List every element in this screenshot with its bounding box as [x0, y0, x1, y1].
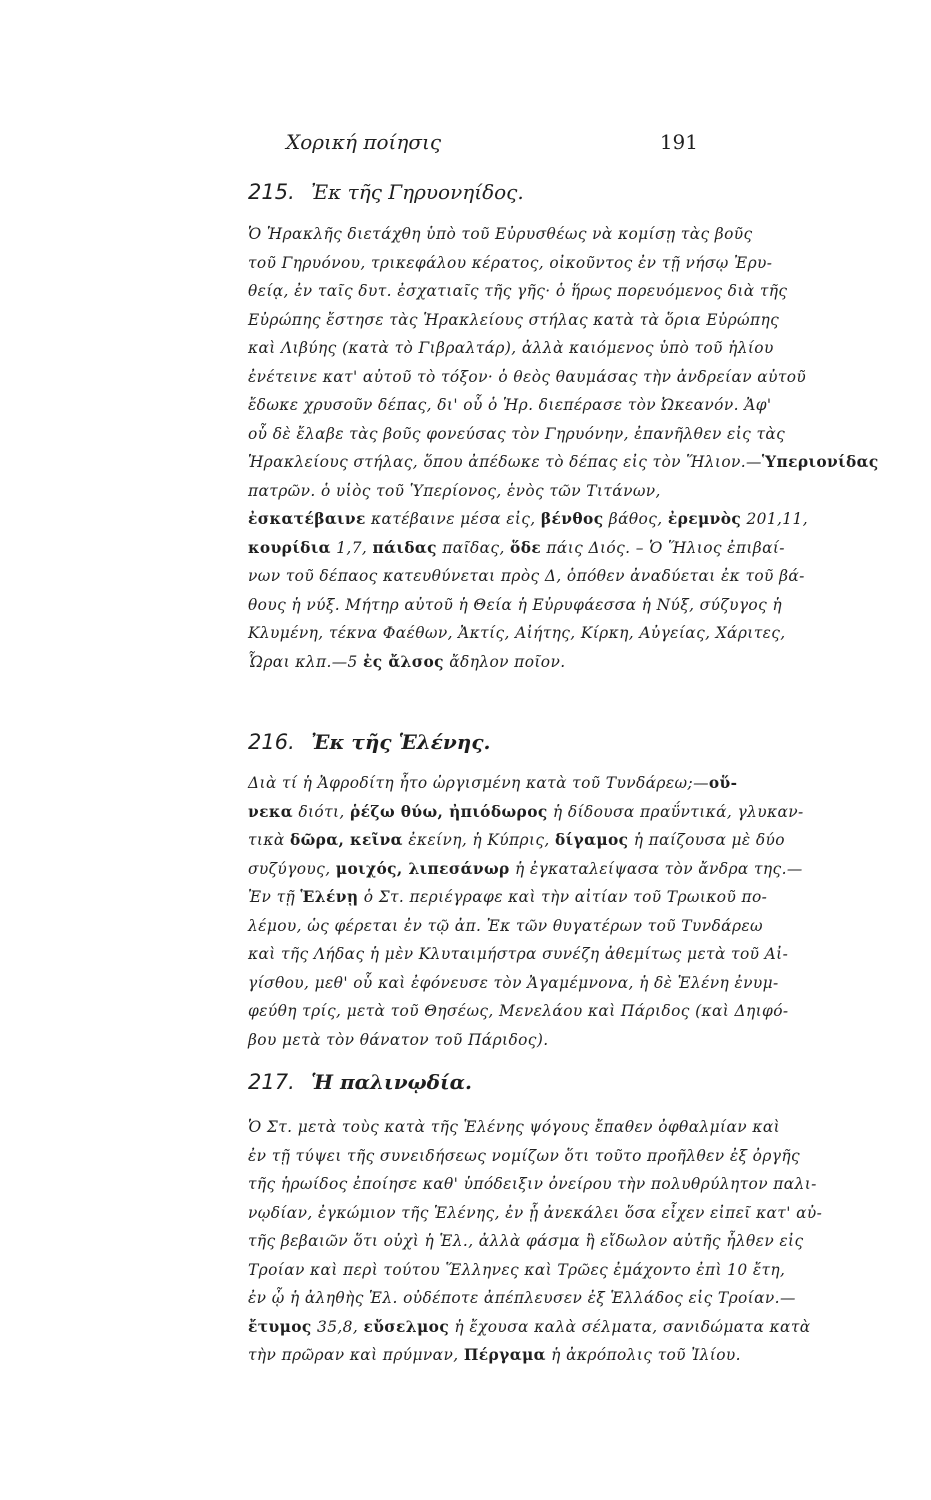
lemma: ἔτυμος [248, 1317, 312, 1336]
lemma: οὕ- [708, 774, 738, 792]
section-number: 217. [248, 1070, 295, 1094]
text-line: γίσθου, μεθ' οὗ καὶ ἐφόνευσε τὸν Ἀγαμέμνονα, ἡ δὲ Ἑλένη ἐνυμ- [248, 973, 779, 992]
lemma: ἐσκατέβαινε [248, 510, 366, 528]
text-line: θείᾳ, ἐν ταῖς δυτ. ἐσχατιαῖς τῆς γῆς· ὁ ἥρως πορευόμενος διὰ τῆς [248, 282, 788, 300]
text-line: τῆς ἡρωίδος ἐποίησε καθ' ὑπόδειξιν ὀνείρου τὴν πολυθρύλητον παλι- [248, 1175, 817, 1193]
text-line: θους ἡ νύξ. Μήτηρ αὐτοῦ ἡ Θεία ἡ Εὐρυφάεσσα ἡ Νύξ, σύζυγος ἡ [248, 595, 783, 614]
section-216-heading [248, 730, 728, 760]
text-line: ἐν τῇ τύψει τῆς συνειδήσεως νομίζων ὅτι τοῦτο προῆλθεν ἐξ ὀργῆς [248, 1146, 801, 1165]
section-title: Ἡ παλινῳδία. [311, 1070, 472, 1094]
text-line: ἐν ᾧ ἡ ἀληθὴς Ἑλ. οὐδέποτε ἀπέπλευσεν ἐξ Ἑλλάδος εἰς Τροίαν.— [248, 1289, 796, 1307]
lemma: βένθος [540, 510, 604, 528]
text-line: Ἡρακλείους στήλας, ὅπου ἀπέδωκε τὸ δέπας εἰς τὸν Ἥλιον.—Ὑπεριονίδας [248, 453, 879, 471]
lemma: Ὑπεριονίδας [761, 453, 879, 471]
lemma: εὔσελμος [363, 1317, 450, 1336]
text-line: νεκα διότι, ῥέζω θύω, ἠπιόδωρος ἡ δίδουσα πραΰντικά, γλυκαν- [248, 802, 804, 821]
text-line: Ἐν τῇ Ἑλένῃ ὁ Στ. περιέγραφε καὶ τὴν αἰτίαν τοῦ Τρωικοῦ πο- [248, 888, 768, 906]
section-217-heading [248, 1070, 728, 1100]
text-line: Ὁ Ἡρακλῆς διετάχθη ὑπὸ τοῦ Εὐρυσθέως νὰ κομίσῃ τὰς βοῦς [248, 225, 753, 243]
text-line: Εὐρώπης ἔστησε τὰς Ἡρακλείους στήλας κατὰ τὰ ὅρια Εὐρώπης [248, 310, 780, 329]
section-215-body [248, 220, 879, 676]
section-216-body [248, 769, 804, 1054]
section-215-heading [248, 180, 728, 210]
section-number: 215. [248, 180, 295, 204]
section-217-body [248, 1113, 823, 1370]
text-line: οὗ δὲ ἔλαβε τὰς βοῦς φονεύσας τὸν Γηρυόνην, ἐπανῆλθεν εἰς τὰς [248, 424, 786, 443]
page-number: 191 [659, 130, 698, 154]
text-line: λέμου, ὡς φέρεται ἐν τῷ ἀπ. Ἐκ τῶν θυγατέρων τοῦ Τυνδάρεω [248, 916, 763, 935]
text-line: Τροίαν καὶ περὶ τούτου Ἕλληνες καὶ Τρῶες ἐμάχοντο ἐπὶ 10 ἔτη, [248, 1260, 786, 1279]
section-title: Ἐκ τῆς Γηρυονηίδος. [311, 180, 524, 204]
lemma: ἐς ἄλσος [363, 652, 444, 671]
text-line: συζύγους, μοιχός, λιπεσάνωρ ἡ ἐγκαταλείψασα τὸν ἄνδρα της.— [248, 859, 803, 878]
lemma: ὅδε [510, 538, 542, 557]
text-line: καὶ Λιβύης (κατὰ τὸ Γιβραλτάρ), ἀλλὰ καιόμενος ὑπὸ τοῦ ἡλίου [248, 339, 774, 357]
lemma: ῥέζω θύω, ἠπιόδωρος [350, 802, 548, 821]
lemma: νεκα [248, 802, 294, 821]
text-line: νῳδίαν, ἐγκώμιον τῆς Ἑλένης, ἐν ᾗ ἀνεκάλει ὅσα εἶχεν εἰπεῖ κατ' αὐ- [248, 1203, 823, 1222]
text-line: πατρῶν. ὁ υἱὸς τοῦ Ὑπερίονος, ἑνὸς τῶν Τιτάνων, [248, 481, 661, 500]
section-title: Ἐκ τῆς Ἑλένης. [311, 730, 491, 754]
text-line: φεύθη τρίς, μετὰ τοῦ Θησέως, Μενελάου καὶ Πάριδος (καὶ Δηιφό- [248, 1002, 789, 1020]
text-line: τῆς βεβαιῶν ὅτι οὐχὶ ἡ Ἑλ., ἀλλὰ φάσμα ἢ εἴδωλον αὐτῆς ἦλθεν εἰς [248, 1232, 804, 1250]
page-header [248, 130, 698, 160]
text-line: τοῦ Γηρυόνου, τρικεφάλου κέρατος, οἰκοῦντος ἐν τῇ νήσῳ Ἐρυ- [248, 253, 773, 272]
lemma: Πέργαμα [463, 1346, 546, 1364]
text-line: νων τοῦ δέπαος κατευθύνεται πρὸς Δ, ὁπόθεν ἀναδύεται ἐκ τοῦ βά- [248, 567, 805, 585]
text-line: Κλυμένη, τέκνα Φαέθων, Ἀκτίς, Αἰήτης, Κίρκη, Αὐγείας, Χάριτες, [248, 624, 786, 642]
text-line: ἐνέτεινε κατ' αὐτοῦ τὸ τόξον· ὁ θεὸς θαυμάσας τὴν ἀνδρείαν αὐτοῦ [248, 367, 807, 386]
lemma: δίγαμος [555, 831, 629, 849]
text-line: Διὰ τί ἡ Ἀφροδίτη ἦτο ὠργισμένη κατὰ τοῦ Τυνδάρεω;—οὕ- [248, 774, 738, 792]
text-line: ἔτυμος 35,8, εὔσελμος ἡ ἔχουσα καλὰ σέλματα, σανιδώματα κατὰ [248, 1317, 811, 1336]
text-line: τικὰ δῶρα, κεῖνα ἐκείνη, ἡ Κύπρις, δίγαμος ἡ παίζουσα μὲ δύο [248, 831, 785, 849]
text-line: Ὧραι κλπ.—5 ἐς ἄλσος ἄδηλον ποῖον. [248, 652, 566, 671]
lemma: πάιδας [372, 538, 437, 557]
lemma: δῶρα, κεῖνα [289, 831, 403, 849]
lemma: ἐρεμνὸς [667, 510, 742, 528]
text-line: ἐσκατέβαινε κατέβαινε μέσα εἰς, βένθος βάθος, ἐρεμνὸς 201,11, [248, 510, 808, 528]
text-line: καὶ τῆς Λήδας ἡ μὲν Κλυταιμήστρα συνέζη ἀθεμίτως μετὰ τοῦ Αἰ- [248, 945, 789, 963]
text-line: ἔδωκε χρυσοῦν δέπας, δι' οὗ ὁ Ἡρ. διεπέρασε τὸν Ὠκεανόν. Ἀφ' [248, 396, 772, 414]
lemma: κουρίδια [248, 538, 331, 557]
lemma: Ἑλένῃ [300, 888, 359, 906]
text-line: κουρίδια 1,7, πάιδας παῖδας, ὅδε πάις Διός. – Ὁ Ἥλιος ἐπιβαί- [248, 538, 785, 557]
running-title: Χορική ποίησις [286, 130, 442, 154]
text-line: βου μετὰ τὸν θάνατον τοῦ Πάριδος). [248, 1030, 549, 1049]
text-line: Ὁ Στ. μετὰ τοὺς κατὰ τῆς Ἑλένης ψόγους ἔπαθεν ὀφθαλμίαν καὶ [248, 1118, 781, 1136]
text-line: τὴν πρῶραν καὶ πρύμναν, Πέργαμα ἡ ἀκρόπολις τοῦ Ἰλίου. [248, 1346, 741, 1364]
section-number: 216. [248, 730, 295, 754]
lemma: μοιχός, λιπεσάνωρ [335, 859, 510, 878]
